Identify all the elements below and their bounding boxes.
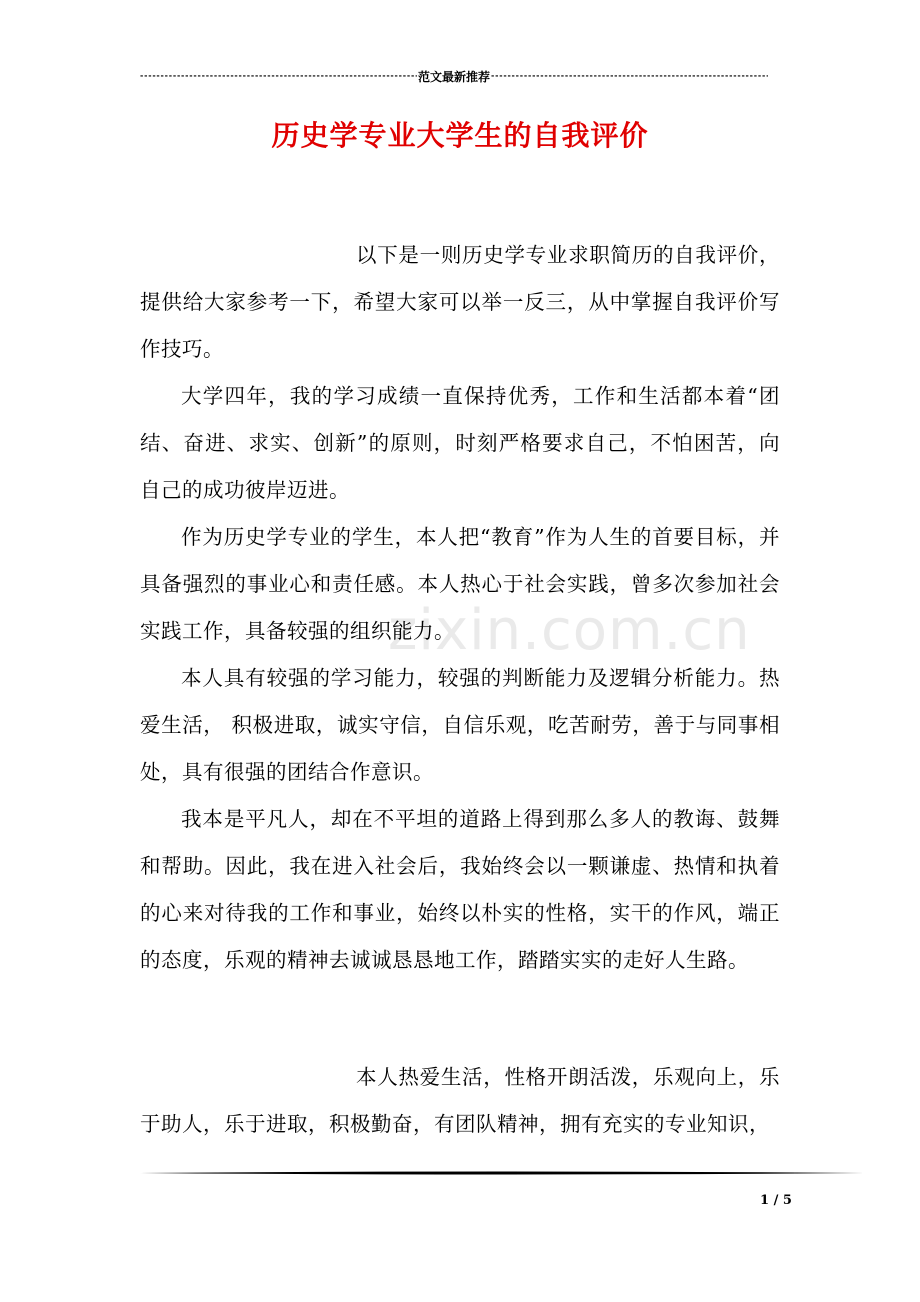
paragraph-2: 作为历史学专业的学生，本人把“教育”作为人生的首要目标，并具备强烈的事业心和责任感。本人热心于社会实践，曾多次参加社会实践工作，具备较强的组织能力。 (140, 525, 780, 643)
paragraph-4: 我本是平凡人，却在不平坦的道路上得到那么多人的教诲、鼓舞和帮助。因此，我在进入社会后，我始终会以一颗谦虚、热情和执着的心来对待我的工作和事业，始终以朴实的性格，实干的作风，端正的态度，乐观的精神去诚诚恳恳地工作，踏踏实实的走好人生路。 (140, 807, 780, 972)
footer-divider (140, 1170, 864, 1176)
paragraph-5: 本人热爱生活，性格开朗活泼，乐观向上，乐于助人，乐于进取，积极勤奋，有团队精神，拥有充实的专业知识， (140, 1065, 780, 1136)
paragraph-1: 大学四年，我的学习成绩一直保持优秀，工作和生活都本着“团结、奋进、求实、创新”的原则，时刻严格要求自己，不怕困苦，向自己的成功彼岸迈进。 (140, 384, 780, 502)
page-header (140, 66, 768, 86)
header-label: 范文最新推荐 (418, 69, 491, 84)
header-dashes-right (491, 71, 768, 81)
paragraph-intro: 以下是一则历史学专业求职简历的自我评价，提供给大家参考一下，希望大家可以举一反三，从中掌握自我评价写作技巧。 (140, 243, 780, 361)
paragraph-3: 本人具有较强的学习能力，较强的判断能力及逻辑分析能力。热爱生活， 积极进取，诚实守信，自信乐观，吃苦耐劳，善于与同事相处，具有很强的团结合作意识。 (140, 666, 780, 784)
document-title: 历史学专业大学生的自我评价 (271, 119, 649, 152)
page-number: 1 / 5 (760, 1193, 792, 1208)
watermark: zixin.com.cn (388, 598, 751, 663)
header-dashes-left (140, 71, 417, 81)
